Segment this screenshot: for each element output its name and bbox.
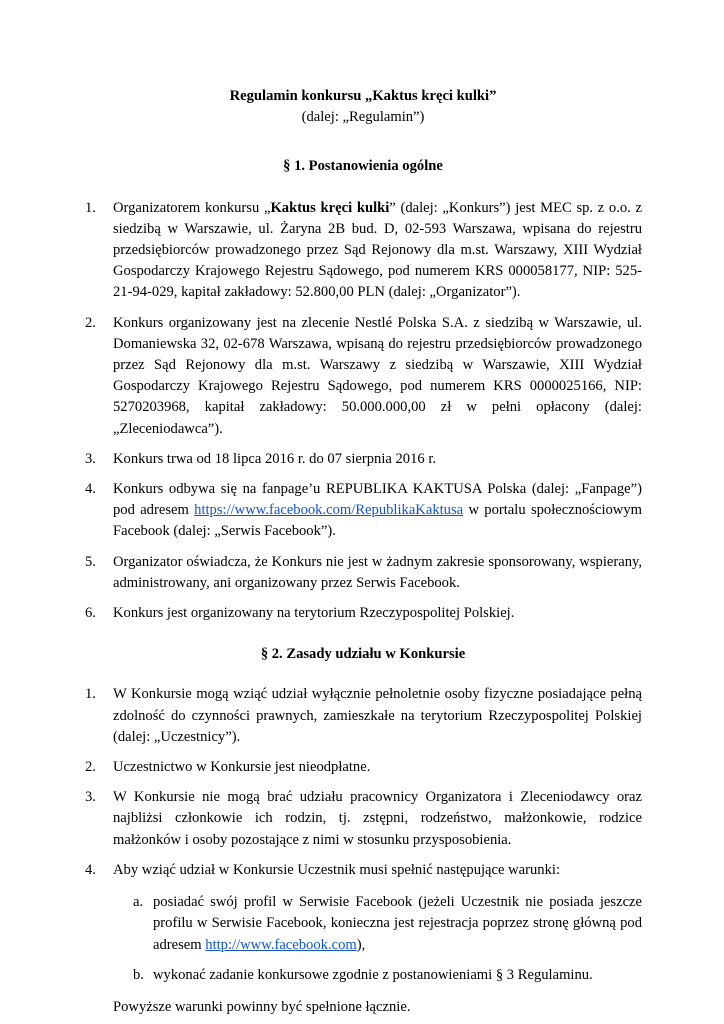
- item-number: 3.: [85, 450, 96, 467]
- list-item: [84, 860, 642, 1018]
- fanpage-link[interactable]: https://www.facebook.com/RepublikaKaktusa: [194, 502, 464, 519]
- item-text: w portalu społecznościowym Facebook (dalej: „Serwis Facebook”).: [113, 502, 642, 540]
- item-number: 1.: [85, 686, 96, 703]
- list-item: [84, 787, 642, 851]
- sub-item-text: wykonać zadanie konkursowe zgodnie z postanowieniami § 3 Regulaminu.: [153, 966, 593, 983]
- list-item: [84, 757, 642, 778]
- conditions-note: Powyższe warunki powinny być spełnione łącznie.: [113, 998, 411, 1015]
- document-subtitle: (dalej: „Regulamin”): [301, 109, 425, 126]
- list-item: [84, 479, 642, 543]
- item-number: 2.: [85, 759, 96, 776]
- sub-item-text: ),: [356, 936, 366, 953]
- section-title-2: § 2. Zasady udziału w Konkursie: [260, 646, 466, 663]
- item-number: 5.: [85, 553, 96, 570]
- list-item: [84, 198, 642, 304]
- item-number: 3.: [85, 789, 96, 806]
- item-text: Konkurs odbywa się na fanpage’u REPUBLIKA KAKTUSA Polska (dalej: „Fanpage”) pod adresem: [113, 481, 642, 519]
- section-title-1: § 1. Postanowienia ogólne: [283, 158, 443, 175]
- document-header: [84, 86, 642, 128]
- item-text: Organizatorem konkursu „: [113, 199, 271, 216]
- item-text: Organizator oświadcza, że Konkurs nie jest w żadnym zakresie sponsorowany, wspierany, administrowany, ani organizowany przez Serwis Facebook.: [113, 553, 642, 591]
- contest-name: Kaktus kręci kulki: [270, 199, 390, 216]
- item-number: 6.: [85, 605, 96, 622]
- item-text: Aby wziąć udział w Konkursie Uczestnik musi spełnić następujące warunki:: [113, 861, 561, 878]
- item-number: 4.: [85, 481, 96, 498]
- list-item: [84, 603, 642, 624]
- sub-list-item: [113, 965, 642, 986]
- item-text: W Konkursie mogą wziąć udział wyłącznie pełnoletnie osoby fizyczne posiadające pełną zdolność do czynności prawnych, zamieszkałe na terytorium Rzeczypospolitej Polskiej (dalej: „Uczestnicy”).: [113, 686, 642, 745]
- item-text: W Konkursie nie mogą brać udziału pracownicy Organizatora i Zleceniodawcy oraz najbliżsi członkowie ich rodzin, tj. zstępni, rodzeństwo, małżonkowie, rodzice małżonków i osoby pozostające z nimi w stosunku przysposobienia.: [113, 789, 642, 848]
- item-text: ” (dalej: „Konkurs”) jest MEC sp. z o.o. z siedzibą w Warszawie, ul. Żaryna 2B bud. D, 02-593 Warszawa, wpisana do rejestru przedsiębiorców prowadzonego przez Sąd Rejonowy dla m.st. Warszawy, XIII Wydział Gospodarczy Krajowego Rejestru Sądowego, pod numerem KRS 000058177, NIP: 525-21-94-029, kapitał zakładowy: 52.800,00 PLN (dalej: „Organizator”).: [113, 199, 642, 301]
- item-text: Konkurs jest organizowany na terytorium Rzeczypospolitej Polskiej.: [113, 605, 515, 622]
- list-item: [84, 449, 642, 470]
- list-item: [84, 552, 642, 594]
- sub-item-letter: b.: [133, 966, 144, 983]
- item-text: Konkurs trwa od 18 lipca 2016 r. do 07 sierpnia 2016 r.: [113, 450, 437, 467]
- sub-list: [113, 892, 642, 986]
- facebook-link[interactable]: http://www.facebook.com: [205, 936, 357, 953]
- item-number: 1.: [85, 199, 96, 216]
- sub-item-letter: a.: [133, 894, 144, 911]
- sub-list-item: [113, 892, 642, 956]
- item-text: Uczestnictwo w Konkursie jest nieodpłatne.: [113, 759, 371, 776]
- document-title: Regulamin konkursu „Kaktus kręci kulki”: [229, 88, 497, 104]
- section-1-list: [84, 198, 642, 625]
- list-item: [84, 684, 642, 748]
- list-item: [84, 313, 642, 440]
- item-text: Konkurs organizowany jest na zlecenie Nestlé Polska S.A. z siedzibą w Warszawie, ul. Domaniewska 32, 02-678 Warszawa, wpisaną do rejestru przedsiębiorców prowadzonego przez Sąd Rejonowy dla m.st. Warszawy z siedzibą w Warszawie, XIII Wydział Gospodarczy Krajowego Rejestru Sądowego, pod numerem KRS 0000025166, NIP: 5270203968, kapitał zakładowy: 50.000.000,00 zł w pełni opłacony (dalej: „Zleceniodawca”).: [113, 314, 642, 437]
- item-number: 2.: [85, 314, 96, 331]
- item-number: 4.: [85, 861, 96, 878]
- section-2-list: [84, 684, 642, 1018]
- sub-item-text: posiadać swój profil w Serwisie Facebook (jeżeli Uczestnik nie posiada jeszcze profilu w Serwisie Facebook, konieczna jest rejestracja poprzez stronę główną pod adresem: [153, 894, 642, 953]
